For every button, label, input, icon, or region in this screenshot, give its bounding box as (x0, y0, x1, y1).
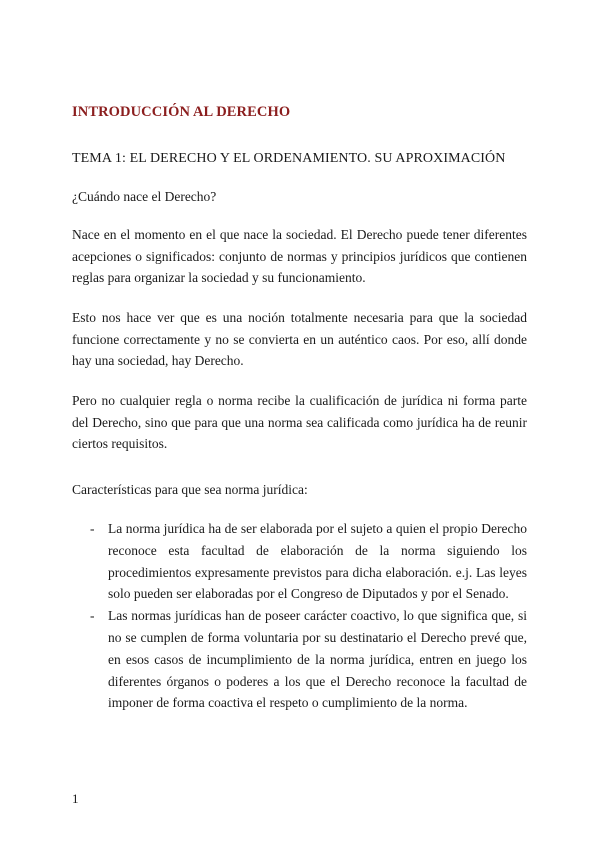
paragraph-requirements: Pero no cualquier regla o norma recibe la cualificación de jurídica ni forma parte del Derecho, sino que para que una norma sea calificada como jurídica ha de reunir ciertos requisitos. (72, 393, 527, 451)
characteristics-list (72, 518, 527, 714)
topic-heading: TEMA 1: EL DERECHO Y EL ORDENAMIENTO. SU APROXIMACIÓN (72, 151, 506, 166)
list-bullet-dash: - (90, 521, 95, 536)
question-heading: ¿Cuándo nace el Derecho? (72, 189, 217, 204)
list-item (72, 518, 527, 605)
list-item-text: La norma jurídica ha de ser elaborada por el sujeto a quien el propio Derecho reconoce esta facultad de elaboración de la norma siguiendo los procedimientos expresamente previstos para dicha elaboración. e.j. Las leyes solo pueden ser elaboradas por el Congreso de Diputados y por el Senado. (108, 521, 527, 602)
page-number: 1 (72, 791, 79, 806)
list-item (72, 605, 527, 714)
paragraph-necessity: Esto nos hace ver que es una noción totalmente necesaria para que la sociedad funcione correctamente y no se convierta en un auténtico caos. Por eso, allí donde hay una sociedad, hay Derecho. (72, 310, 527, 368)
characteristics-heading: Características para que sea norma jurídica: (72, 482, 308, 497)
paragraph-origin: Nace en el momento en el que nace la sociedad. El Derecho puede tener diferentes acepciones o significados: conjunto de normas y principios jurídicos que contienen reglas para organizar la sociedad y su funcionamiento. (72, 227, 527, 285)
document-title: INTRODUCCIÓN AL DERECHO (72, 104, 291, 120)
list-item-text: Las normas jurídicas han de poseer carácter coactivo, lo que significa que, si no se cumplen de forma voluntaria por su destinatario el Derecho prevé que, en esos casos de incumplimiento de la norma jurídica, entren en juego los diferentes órganos o poderes a los que el Derecho reconoce la facultad de imponer de forma coactiva el respeto o cumplimiento de la norma. (108, 608, 527, 711)
list-bullet-dash: - (90, 608, 95, 624)
